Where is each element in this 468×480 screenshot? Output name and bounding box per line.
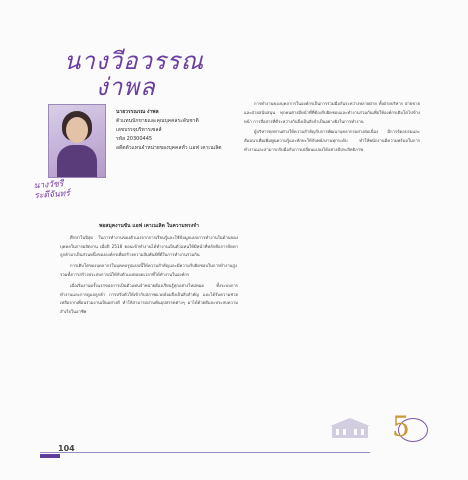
profile-info (116, 108, 236, 153)
portrait-body (57, 145, 97, 177)
portrait-face (66, 117, 88, 143)
right-paragraph-1: การทำงานของบุคลากรในองค์กรเป็นการร่วมมือกันระหว่างหลายฝ่าย ทั้งฝ่ายบริหาร ฝ่ายขาย และฝ่ายสนับสนุน ทุกคนต่างมีหน้าที่ที่ต้องรับผิดชอบและทำงานร่วมกันเพื่อให้องค์กรเติบโตไปข้างหน้า การสื่อสารที่ดีระหว่างกันจึงเป็นสิ่งจำเป็นอย่างยิ่งในการทำงาน (244, 101, 420, 124)
footer-accent-bar (40, 454, 60, 458)
profile-line-4: รหัส 20300445 (116, 136, 153, 142)
left-paragraph-1: ศึกษาในปีสุด ในการทำงานของตัวเองจากการเรียนรู้และใช้ข้อมูลแบบการทำงานในด้านของบุคคลในการผลิตงาน เมื่อปี 2518 ตอนเข้าทำงานได้ทำงานเป็นตัวแทนให้มีหน้าที่หลักคือการจัดหาลูกค้ามาเป็นส่วนหนึ่งขององค์กรเพื่อสร้างความสัมพันธ์ที่ดีในการทำงานร่วมกัน (60, 234, 238, 258)
page-title (64, 48, 204, 100)
signature-line-2: ระดีจันทร์ (34, 188, 71, 202)
right-column (244, 100, 420, 157)
handwritten-signature (33, 179, 70, 201)
building-illustration (330, 418, 370, 438)
logo-number-icon: 5 (392, 410, 410, 443)
left-column (60, 222, 238, 319)
profile-line-5: อดีตตัวแทนจำหน่ายของบุคคลทั่ว แอฟ เคาเนเลิต (116, 145, 222, 151)
title-line-1: นางวีอวรรณ (64, 47, 205, 75)
left-paragraph-2: การเติบโตของบุคลากรในบุคคลรูปแบบนี้ให้ความสำคัญและมีความรับผิดชอบในการทำงานสูง รวมทั้งการสร้างประสบการณ์ให้กับตัวเองตลอดเวลาที่ได้ทำงานในองค์กร (60, 263, 238, 277)
right-paragraph-2: ผู้บริหารทุกท่านต่างให้ความสำคัญกับการพัฒนาบุคลากรอย่างต่อเนื่อง มีการจัดอบรมและสัมมนาเพื่อเพิ่มพูนความรู้และทักษะให้กับพนักงานทุกระดับ ทำให้พนักงานมีความพร้อมในการทำงานและสามารถรับมือกับการเปลี่ยนแปลงได้อย่างมีประสิทธิภาพ (244, 129, 420, 152)
page-footer (0, 436, 468, 480)
portrait-photo (48, 104, 106, 178)
profile-line-2: ตัวแทนนักขายและคุณบุคคลระดับชาติ (116, 118, 199, 124)
footer-divider (40, 452, 370, 453)
profile-name: นายวรรณรณ ง่าพล (116, 109, 159, 115)
left-paragraph-3: เมื่อเริ่มงานครั้งแรกของการเป็นตัวแทนจำหน่ายต้องเรียนรู้ทุกอย่างใหม่หมด ทั้งระบบการทำงานและการดูแลลูกค้า การปรับตัวให้เข้ากับสภาพแวดล้อมจึงเป็นสิ่งสำคัญ และได้รับความช่วยเหลือจากเพื่อนร่วมงานเป็นอย่างดี ทำให้สามารถผ่านพ้นอุปสรรคต่างๆ มาได้ด้วยดีและประสบความสำเร็จในอาชีพ (60, 282, 238, 315)
page-number: 104 (58, 444, 75, 453)
title-line-2: ง่าพล (96, 73, 156, 101)
signature-line-1: นางวัชรี (33, 179, 64, 192)
profile-line-3: เลขบรรจุบริหารเซลส์ (116, 127, 162, 133)
section-subhead: พอสมุคงานขัน แอฟ เคาเนเลิต ในความทรงจำ (99, 223, 199, 229)
